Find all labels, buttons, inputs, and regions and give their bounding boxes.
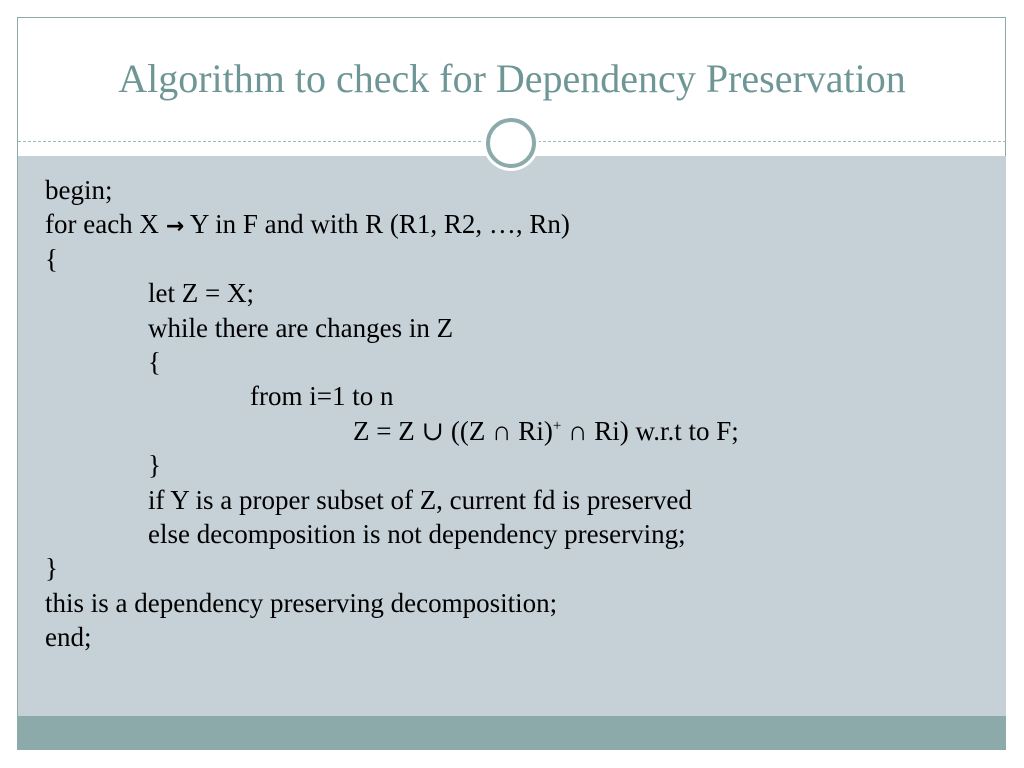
algo-text: Z = Z ∪ ((Z ∩ Ri) <box>353 415 553 446</box>
algo-line-conclusion: this is a dependency preserving decomposition; <box>45 587 558 618</box>
algorithm-block <box>45 173 985 654</box>
circle-ornament-ring-icon <box>486 118 536 168</box>
algo-line-open-brace: { <box>45 243 58 274</box>
algo-text: ∩ Ri) w.r.t to F; <box>561 415 739 446</box>
algo-line-union <box>45 414 985 448</box>
closure-superscript: + <box>552 417 562 434</box>
algo-line-for-each <box>45 207 985 241</box>
algo-line-while: while there are changes in Z <box>148 312 454 343</box>
algo-line-begin: begin; <box>45 175 113 205</box>
algo-line-from: from i=1 to n <box>250 381 394 412</box>
slide-title: Algorithm to check for Dependency Preservation <box>118 56 906 101</box>
algo-line-close-brace: } <box>45 553 58 584</box>
algo-line-inner-close-brace: } <box>148 450 161 481</box>
algo-line-inner-open-brace: { <box>148 346 161 377</box>
algo-text: Y in F and with R (R1, R2, …, Rn) <box>184 209 570 240</box>
algo-line-else: else decomposition is not dependency preserving; <box>148 518 686 549</box>
footer-bar <box>18 716 1006 750</box>
algo-text: for each X <box>45 209 166 240</box>
right-arrow-icon: → <box>165 214 185 240</box>
algo-line-let: let Z = X; <box>148 278 254 309</box>
algo-line-end: end; <box>45 622 92 653</box>
algo-line-if: if Y is a proper subset of Z, current fd is preserved <box>148 484 692 515</box>
